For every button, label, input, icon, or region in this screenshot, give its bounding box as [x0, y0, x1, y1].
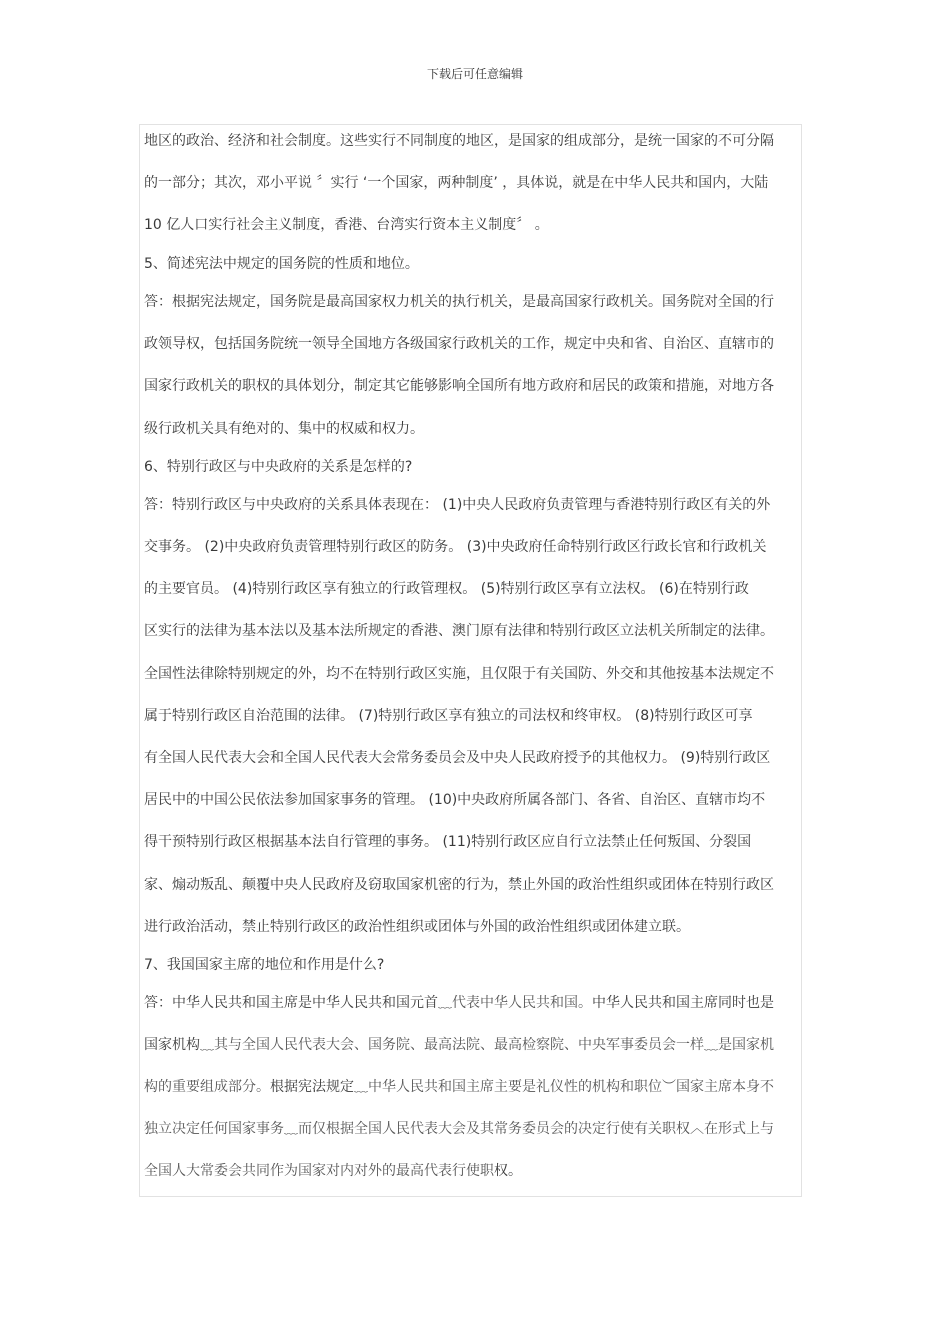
text-line [144, 1161, 804, 1181]
text-line: 家、煽动叛乱、颠覆中央人民政府及窃取国家机密的行为，禁止外国的政治性组织或团体在特别行政区 [144, 877, 774, 893]
text-line: 交事务。 (2)中央政府负责管理特别行政区的防务。 (3)中央政府任命特别行政区行政长官和行政机关 [144, 539, 767, 555]
question-7: 7、我国国家主席的地位和作用是什么? [144, 957, 385, 973]
question-6: 6、特别行政区与中央政府的关系是怎样的? [144, 459, 413, 475]
text-line: 政领导权，包括国务院统一领导全国地方各级国家行政机关的工作，规定中央和省、自治区、直辖市的 [144, 336, 774, 352]
text-run: 构的重要组成部分。 [144, 1079, 270, 1095]
text-line: 区实行的法律为基本法以及基本法所规定的香港、澳门原有法律和特别行政区立法机关所制定的法律。 [144, 623, 774, 639]
text-line: 答：根据宪法规定，国务院是最高国家权力机关的执行机关，是最高国家行政机关。国务院对全国的行 [144, 294, 774, 310]
text-run: 全国人大常委会共同作为国家对内对外的最高代表行使职 [144, 1163, 494, 1179]
text-line: 级行政机关具有绝对的、集中的权威和权力。 [144, 421, 424, 437]
text-line: 答：特别行政区与中央政府的关系具体表现在： (1)中央人民政府负责管理与香港特别行政区有关的外 [144, 497, 771, 513]
text-line: 进行政治活动，禁止特别行政区的政治性组织或团体与外国的政治性组织或团体建立联。 [144, 919, 690, 935]
text-line: 得干预特别行政区根据基本法自行管理的事务。 (11)特别行政区应自行立法禁止任何叛国、分裂国 [144, 834, 752, 850]
text-line: 全国性法律除特别规定的外，均不在特别行政区实施，且仅限于有关国防、外交和其他按基本法规定不 [144, 666, 774, 682]
text-run: ﹏其与全国人民代表大会、国务院、最高法院、最高检察院、中央军事委员会一样﹏是国家机 [200, 1037, 774, 1053]
text-run: 答：中华人民共和国主席是中华人民共和国元首 [144, 995, 438, 1011]
text-run: 中华人民共和国主席同时也是 [592, 995, 774, 1011]
text-line [144, 1077, 804, 1097]
text-line [144, 1035, 804, 1055]
page-header: 下载后可任意编辑 [426, 67, 523, 81]
text-run: 权。 [494, 1163, 522, 1179]
text-run: 根据宪法规定 [270, 1079, 354, 1095]
text-line: 有全国人民代表大会和全国人民代表大会常务委员会及中央人民政府授予的其他权力。 (9)特别行政区 [144, 750, 771, 766]
text-line: 属于特别行政区自治范围的法律。 (7)特别行政区享有独立的司法权和终审权。 (8)特别行政区可享 [144, 708, 753, 724]
text-line: 的一部分；其次，邓小平说 〞实行 ‘一个国家，两种制度’ ，具体说，就是在中华人民共和国内，大陆 [144, 175, 769, 191]
question-5: 5、简述宪法中规定的国务院的性质和地位。 [144, 256, 419, 272]
text-line: 地区的政治、经济和社会制度。这些实行不同制度的地区，是国家的组成部分，是统一国家的不可分隔 [144, 133, 774, 149]
text-line: 国家行政机关的职权的具体划分，制定其它能够影响全国所有地方政府和居民的政策和措施，对地方各 [144, 378, 774, 394]
text-run: 国家机构 [144, 1037, 200, 1053]
text-line: 10 亿人口实行社会主义制度，香港、台湾实行资本主义制度〞 。 [144, 217, 549, 233]
text-line: 独立决定任何国家事务﹏而仅根据全国人民代表大会及其常务委员会的决定行使有关职权︿在形式上与 [144, 1121, 774, 1137]
text-line [144, 993, 804, 1013]
text-run: ﹏代表中华人民共和国。 [438, 995, 592, 1011]
text-run: ﹏中华人民共和国主席主要是礼仪性的机构和职位︶国家主席本身不 [354, 1079, 774, 1095]
text-line: 的主要官员。 (4)特别行政区享有独立的行政管理权。 (5)特别行政区享有立法权。 (6)在特别行政 [144, 581, 749, 597]
text-line: 居民中的中国公民依法参加国家事务的管理。 (10)中央政府所属各部门、各省、自治区、直辖市均不 [144, 792, 766, 808]
